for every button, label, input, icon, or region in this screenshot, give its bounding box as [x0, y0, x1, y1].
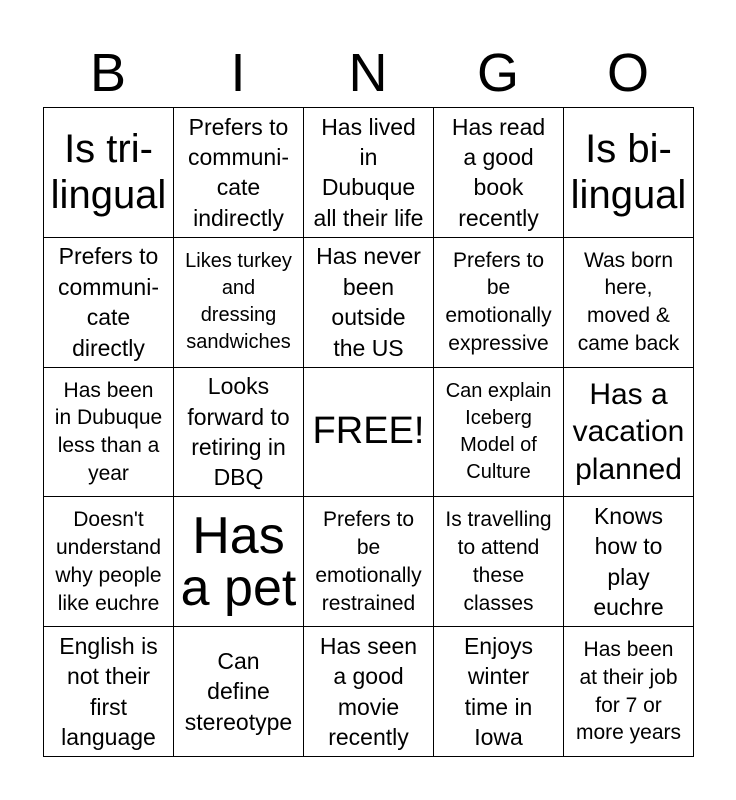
cell-label: Prefers to be emotionally expressive: [445, 248, 552, 355]
header-letter-i: I: [230, 43, 246, 103]
header-letter-b: B: [89, 43, 127, 103]
bingo-cell-r0c0[interactable]: [44, 108, 174, 238]
cell-label: Can define stereotype: [184, 648, 293, 735]
bingo-cell-r1c4[interactable]: [564, 238, 694, 368]
cell-label: Has a pet: [180, 506, 297, 617]
bingo-cell-r3c2[interactable]: [304, 497, 434, 627]
bingo-cell-r4c1[interactable]: [174, 627, 304, 757]
bingo-cell-r3c4[interactable]: [564, 497, 694, 627]
cell-label: Doesn't understand why people like euchre: [55, 508, 162, 615]
bingo-cell-r2c3[interactable]: [434, 368, 564, 498]
header-letter-o: O: [606, 43, 649, 103]
bingo-cell-r0c3[interactable]: [434, 108, 564, 238]
bingo-cell-r0c1[interactable]: [174, 108, 304, 238]
cell-label: Has been at their job for 7 or more years: [575, 638, 682, 745]
bingo-cell-r1c0[interactable]: [44, 238, 174, 368]
cell-label: Has a vacation planned: [572, 377, 685, 486]
cell-label: Has been in Dubuque less than a year: [54, 378, 163, 485]
bingo-cell-r2c0[interactable]: [44, 368, 174, 498]
cell-label: Prefers to communi- cate directly: [58, 243, 159, 361]
cell-label: Has lived in Dubuque all their life: [313, 113, 424, 231]
bingo-card-grid: [43, 107, 694, 757]
cell-label: Has seen a good movie recently: [319, 632, 418, 750]
cell-label: Has never been outside the US: [316, 243, 421, 361]
bingo-cell-r2c4[interactable]: [564, 368, 694, 498]
cell-label: Enjoys winter time in Iowa: [463, 632, 534, 750]
bingo-cell-r0c4[interactable]: [564, 108, 694, 238]
bingo-cell-r4c2[interactable]: [304, 627, 434, 757]
bingo-cell-free[interactable]: [304, 368, 434, 498]
cell-label: Has read a good book recently: [451, 113, 546, 231]
header-letter-g: G: [476, 43, 519, 103]
cell-label: Is bi- lingual: [570, 127, 687, 218]
bingo-cell-r4c3[interactable]: [434, 627, 564, 757]
cell-label: Was born here, moved & came back: [577, 248, 680, 355]
bingo-cell-r0c2[interactable]: [304, 108, 434, 238]
bingo-cell-r3c3[interactable]: [434, 497, 564, 627]
cell-label: Prefers to be emotionally restrained: [315, 508, 422, 615]
bingo-header: [43, 40, 693, 106]
cell-label: FREE!: [312, 410, 425, 453]
bingo-cell-r4c4[interactable]: [564, 627, 694, 757]
bingo-cell-r1c2[interactable]: [304, 238, 434, 368]
bingo-cell-r1c3[interactable]: [434, 238, 564, 368]
bingo-cell-r2c1[interactable]: [174, 368, 304, 498]
cell-label: English is not their first language: [59, 632, 158, 750]
cell-label: Knows how to play euchre: [593, 503, 664, 621]
bingo-cell-r1c1[interactable]: [174, 238, 304, 368]
bingo-cell-r3c1[interactable]: [174, 497, 304, 627]
cell-label: Is tri- lingual: [50, 127, 167, 218]
cell-label: Likes turkey and dressing sandwiches: [185, 250, 292, 354]
cell-label: Can explain Iceberg Model of Culture: [445, 379, 552, 483]
bingo-cell-r3c0[interactable]: [44, 497, 174, 627]
header-letter-n: N: [348, 43, 388, 103]
cell-label: Looks forward to retiring in DBQ: [187, 373, 290, 491]
bingo-cell-r4c0[interactable]: [44, 627, 174, 757]
cell-label: Prefers to communi- cate indirectly: [188, 113, 289, 231]
cell-label: Is travelling to attend these classes: [445, 508, 552, 615]
